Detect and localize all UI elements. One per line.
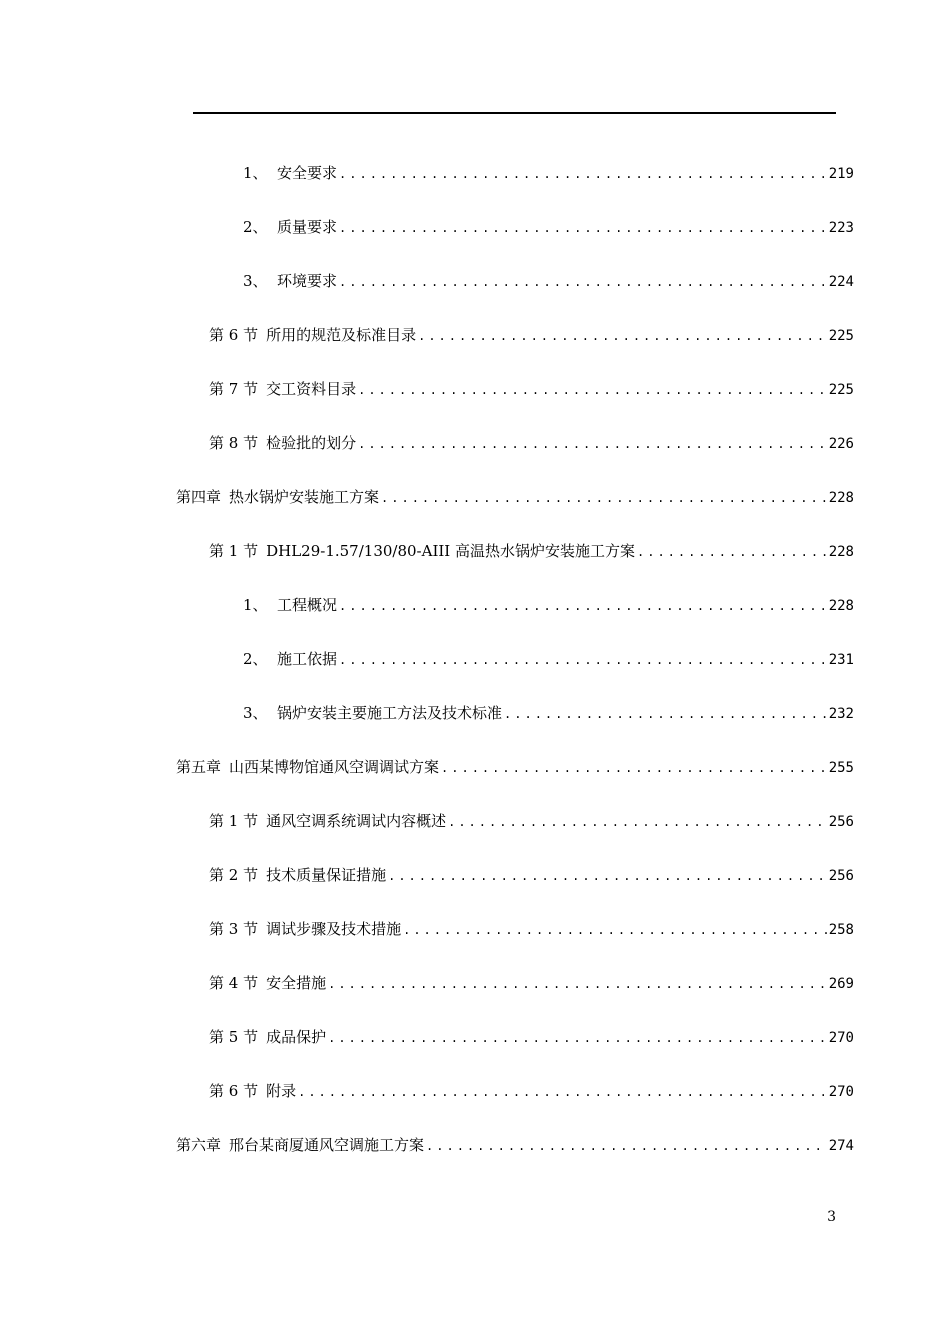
toc-dot-leader bbox=[418, 325, 827, 347]
toc-dot-leader bbox=[358, 433, 827, 455]
toc-entry-title: 检验批的划分 bbox=[266, 434, 357, 452]
toc-entry-chapter-5[interactable] bbox=[176, 756, 854, 778]
toc-entry-title: 安全要求 bbox=[277, 164, 338, 182]
toc-entry-number: 第 2 节 bbox=[209, 866, 259, 884]
toc-entry-number: 第 5 节 bbox=[209, 1028, 259, 1046]
toc-entry-page: 225 bbox=[828, 382, 854, 398]
toc-entry-safety-requirements[interactable] bbox=[243, 162, 854, 184]
toc-entry-number: 第 1 节 bbox=[209, 542, 259, 560]
toc-entry-number: 第 4 节 bbox=[209, 974, 259, 992]
toc-entry-number: 第 1 节 bbox=[209, 812, 259, 830]
toc-entry-number: 2、 bbox=[243, 650, 268, 668]
toc-entry-title: 附录 bbox=[266, 1082, 297, 1100]
toc-entry-page: 225 bbox=[828, 328, 854, 344]
toc-dot-leader bbox=[339, 649, 827, 671]
toc-entry-title: 所用的规范及标准目录 bbox=[266, 326, 417, 344]
toc-entry-page: 270 bbox=[828, 1030, 854, 1046]
toc-entry-number: 第四章 bbox=[176, 488, 222, 506]
toc-dot-leader bbox=[298, 1081, 827, 1103]
toc-entry-number: 1、 bbox=[243, 164, 268, 182]
toc-dot-leader bbox=[339, 271, 827, 293]
toc-entry-page: 223 bbox=[828, 220, 854, 236]
toc-entry-commissioning-steps[interactable] bbox=[209, 918, 854, 940]
toc-entry-title: 交工资料目录 bbox=[266, 380, 357, 398]
toc-entry-quality-requirements[interactable] bbox=[243, 216, 854, 238]
page-number: 3 bbox=[827, 1209, 836, 1225]
toc-dot-leader bbox=[328, 1027, 827, 1049]
toc-entry-title: DHL29-1.57/130/80-AIII 高温热水锅炉安装施工方案 bbox=[266, 542, 635, 560]
toc-entry-page: 219 bbox=[828, 166, 854, 182]
toc-entry-page: 270 bbox=[828, 1084, 854, 1100]
toc-entry-page: 232 bbox=[828, 706, 854, 722]
toc-dot-leader bbox=[388, 865, 827, 887]
toc-entry-page: 231 bbox=[828, 652, 854, 668]
toc-entry-page: 228 bbox=[828, 544, 854, 560]
toc-dot-leader bbox=[381, 487, 827, 509]
toc-dot-leader bbox=[339, 217, 827, 239]
toc-entry-title: 成品保护 bbox=[266, 1028, 327, 1046]
toc-entry-project-overview[interactable] bbox=[243, 594, 854, 616]
toc-dot-leader bbox=[637, 541, 827, 563]
toc-dot-leader bbox=[448, 811, 827, 833]
toc-entry-title: 邢台某商厦通风空调施工方案 bbox=[229, 1136, 425, 1154]
toc-entry-commissioning-overview[interactable] bbox=[209, 810, 854, 832]
toc-entry-page: 228 bbox=[828, 598, 854, 614]
toc-dot-leader bbox=[441, 757, 827, 779]
toc-entry-title: 环境要求 bbox=[277, 272, 338, 290]
toc-entry-environment-requirements[interactable] bbox=[243, 270, 854, 292]
toc-entry-page: 256 bbox=[828, 868, 854, 884]
toc-entry-number: 第五章 bbox=[176, 758, 222, 776]
toc-entry-number: 第 6 节 bbox=[209, 1082, 259, 1100]
toc-entry-page: 274 bbox=[828, 1138, 854, 1154]
toc-dot-leader bbox=[426, 1135, 827, 1157]
toc-dot-leader bbox=[339, 595, 827, 617]
toc-entry-safety-measures[interactable] bbox=[209, 972, 854, 994]
toc-dot-leader bbox=[504, 703, 827, 725]
toc-entry-construction-basis[interactable] bbox=[243, 648, 854, 670]
toc-entry-title: 调试步骤及技术措施 bbox=[266, 920, 402, 938]
toc-entry-quality-assurance[interactable] bbox=[209, 864, 854, 886]
toc-dot-leader bbox=[328, 973, 827, 995]
toc-entry-page: 269 bbox=[828, 976, 854, 992]
toc-entry-page: 255 bbox=[828, 760, 854, 776]
toc-entry-handover-documents[interactable] bbox=[209, 378, 854, 400]
toc-entry-title: 山西某博物馆通风空调调试方案 bbox=[229, 758, 440, 776]
toc-entry-standards-list[interactable] bbox=[209, 324, 854, 346]
toc-entry-page: 258 bbox=[828, 922, 854, 938]
toc-entry-number: 第 8 节 bbox=[209, 434, 259, 452]
toc-entry-title: 工程概况 bbox=[277, 596, 338, 614]
toc-entry-title: 技术质量保证措施 bbox=[266, 866, 387, 884]
toc-dot-leader bbox=[403, 919, 827, 941]
toc-entry-chapter-4[interactable] bbox=[176, 486, 854, 508]
toc-entry-number: 1、 bbox=[243, 596, 268, 614]
toc-entry-number: 2、 bbox=[243, 218, 268, 236]
toc-entry-number: 3、 bbox=[243, 704, 268, 722]
toc-entry-product-protection[interactable] bbox=[209, 1026, 854, 1048]
toc-entry-number: 第 7 节 bbox=[209, 380, 259, 398]
toc-entry-title: 通风空调系统调试内容概述 bbox=[266, 812, 447, 830]
toc-entry-boiler-installation[interactable] bbox=[209, 540, 854, 562]
toc-dot-leader bbox=[358, 379, 827, 401]
toc-entry-boiler-methods[interactable] bbox=[243, 702, 854, 724]
toc-entry-title: 热水锅炉安装施工方案 bbox=[229, 488, 380, 506]
toc-entry-title: 施工依据 bbox=[277, 650, 338, 668]
toc-entry-inspection-lots[interactable] bbox=[209, 432, 854, 454]
toc-entry-page: 226 bbox=[828, 436, 854, 452]
toc-entry-page: 256 bbox=[828, 814, 854, 830]
toc-dot-leader bbox=[339, 163, 827, 185]
toc-entry-title: 锅炉安装主要施工方法及技术标准 bbox=[277, 704, 503, 722]
toc-entry-number: 3、 bbox=[243, 272, 268, 290]
toc-entry-page: 228 bbox=[828, 490, 854, 506]
toc-entry-number: 第六章 bbox=[176, 1136, 222, 1154]
toc-entry-page: 224 bbox=[828, 274, 854, 290]
toc-entry-title: 质量要求 bbox=[277, 218, 338, 236]
toc-entry-appendix[interactable] bbox=[209, 1080, 854, 1102]
toc-entry-title: 安全措施 bbox=[266, 974, 327, 992]
toc-entry-chapter-6[interactable] bbox=[176, 1134, 854, 1156]
toc-entry-number: 第 3 节 bbox=[209, 920, 259, 938]
toc-entry-number: 第 6 节 bbox=[209, 326, 259, 344]
